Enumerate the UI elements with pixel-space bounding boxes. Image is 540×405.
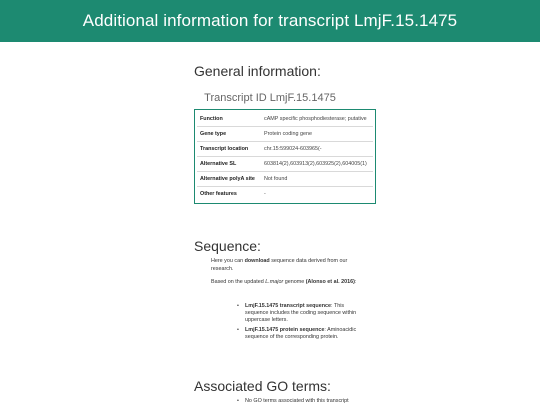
genome-note-suffix: : — [354, 279, 357, 285]
sequence-intro-prefix: Here you can — [211, 258, 245, 264]
table-row — [197, 187, 373, 202]
row-key: Transcript location — [197, 142, 261, 157]
transcript-sequence-link[interactable]: LmjF.15.1475 transcript sequence — [245, 303, 331, 309]
info-table-box — [194, 109, 376, 204]
page-title: Additional information for transcript LmjF.15.1475 — [82, 11, 458, 30]
list-item — [237, 303, 367, 325]
species-name: L.major — [265, 279, 284, 285]
table-row — [197, 172, 373, 187]
sequence-intro-text — [211, 258, 371, 273]
list-item-desc: : Aminoacidic sequence of the corresponding protein. — [245, 326, 357, 340]
row-key: Alternative polyA site — [197, 172, 261, 187]
row-value: 603814(2),603913(2),603925(2),604005(1) — [261, 157, 373, 172]
table-row — [197, 142, 373, 157]
row-value: cAMP specific phosphodiesterase; putative — [261, 112, 373, 127]
list-item: • No GO terms associated with this transcript — [237, 398, 349, 404]
row-key: Function — [197, 112, 261, 127]
go-terms-list — [237, 398, 349, 404]
sequence-downloads-list — [237, 303, 367, 343]
go-terms-heading: Associated GO terms: — [194, 378, 331, 394]
sequence-heading: Sequence: — [194, 238, 261, 254]
page-header — [0, 0, 540, 42]
transcript-id-label: Transcript ID LmjF.15.1475 — [204, 92, 336, 104]
list-item-desc: : This sequence includes the coding sequence within uppercase letters. — [245, 303, 357, 324]
row-key: Other features — [200, 191, 237, 197]
download-link[interactable]: download — [244, 258, 270, 264]
row-key: Gene type — [197, 127, 261, 142]
table-row — [197, 127, 373, 142]
row-value: Protein coding gene — [261, 127, 373, 142]
protein-sequence-link[interactable]: LmjF.15.1475 protein sequence — [245, 326, 325, 333]
row-value: - — [264, 191, 266, 197]
citation-link[interactable]: (Alonso et al. 2016) — [305, 279, 355, 285]
row-value: chr.15:599024-603965(- — [261, 142, 373, 157]
info-table — [197, 112, 373, 201]
general-info-heading: General information: — [194, 63, 321, 79]
genome-note-mid: genome — [283, 279, 306, 285]
sequence-intro-suffix: sequence data derived from our research. — [211, 258, 348, 272]
genome-note-text — [211, 279, 371, 287]
table-row — [197, 157, 373, 172]
table-row — [197, 112, 373, 127]
row-key: Alternative SL — [197, 157, 261, 172]
list-item — [237, 327, 367, 341]
row-value: Not found — [261, 172, 373, 187]
genome-note-prefix: Based on the updated — [211, 279, 266, 285]
